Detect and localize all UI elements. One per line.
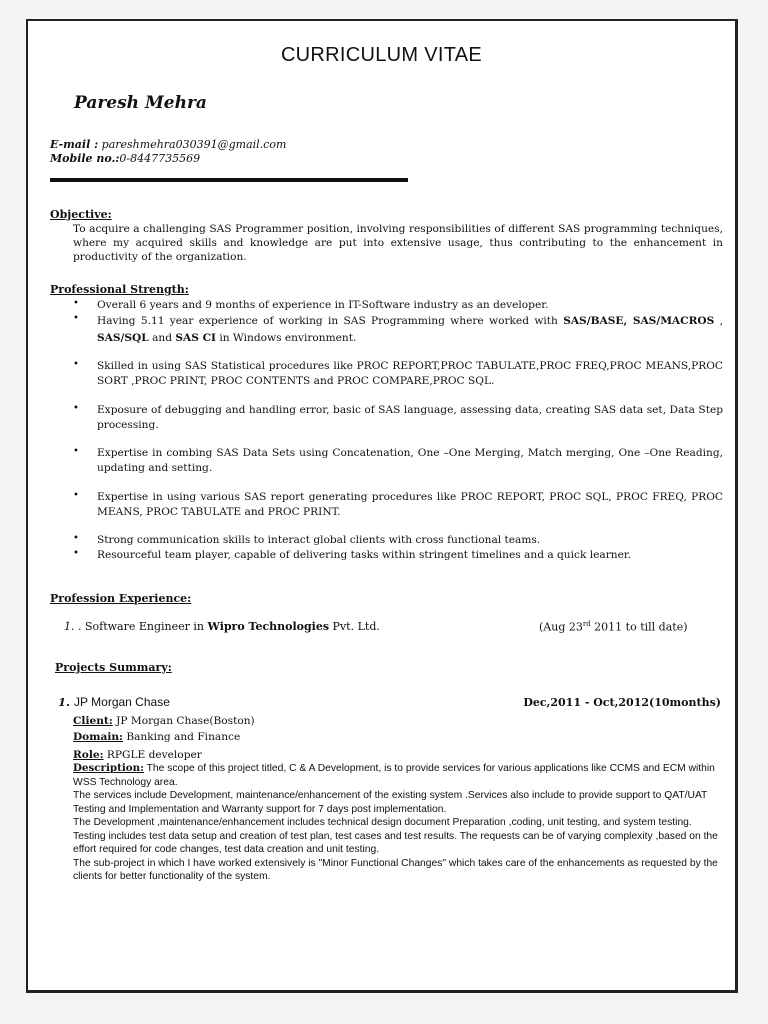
project-domain: Domain: Banking and Finance <box>73 731 241 743</box>
project-number: 1. <box>58 695 71 709</box>
project-title <box>58 695 170 709</box>
strength-bullet <box>73 548 723 563</box>
strength-bullet <box>73 298 723 313</box>
description-label: Description: <box>73 762 144 774</box>
strength-text: Overall 6 years and 9 months of experience in IT-Software industry as an developer. <box>97 299 549 311</box>
bullet-icon: • <box>73 403 79 414</box>
strength-text: Expertise in combing SAS Data Sets using Concatenation, One –One Merging, Match merging, One –One Reading, updating and setting. <box>97 447 723 474</box>
projects-heading: Projects Summary: <box>55 661 172 674</box>
resume-page <box>26 19 738 993</box>
project-period: Dec,2011 - Oct,2012(10months) <box>523 696 721 709</box>
strength-bullet <box>73 313 723 347</box>
bullet-icon: • <box>73 298 79 309</box>
candidate-name: Paresh Mehra <box>74 93 207 113</box>
document-title: CURRICULUM VITAE <box>280 44 483 66</box>
objective-heading: Objective: <box>50 208 112 221</box>
strength-bullet <box>73 533 723 548</box>
project-client: Client: JP Morgan Chase(Boston) <box>73 715 255 727</box>
strength-bullet <box>73 359 723 389</box>
bullet-icon: • <box>73 548 79 559</box>
mobile-number: 0-8447735569 <box>119 152 201 165</box>
project-role: Role: RPGLE developer <box>73 749 202 761</box>
strength-bullet <box>73 490 723 520</box>
strength-bullet <box>73 403 723 433</box>
project-description: Description: The scope of this project titled, C & A Development, is to provide services for various applications like CCMS and ECM within WSS Technology area. The services include Development, maintenance/enhancement of the existing system .Services also include to provide support to QAT/UAT Testing and Implementation and Warranty support for 7 days post implementation. The Development ,maintenance/enhancement includes technical design document Preparation ,coding, unit testing, and system testing. Testing includes test data setup and creation of test plan, test cases and test results. The requests can be of varying complexity ,based on the effort required for code changes, test data creation and unit testing. The sub-project in which I have worked extensively is "Minor Functional Changes" which takes care of the enhancements as requested by the clients for better functionality of the system. <box>73 762 718 882</box>
email-address: pareshmehra030391@gmail.com <box>101 138 287 151</box>
bullet-icon: • <box>73 533 79 544</box>
objective-text: To acquire a challenging SAS Programmer position, involving responsibilities of different SAS programming techniques, where my acquired skills and knowledge are put into extensive usage, thus contributing to the enhancement in productivity of the organization. <box>73 223 723 263</box>
role-label: Role: <box>73 749 104 761</box>
strength-text: Strong communication skills to interact global clients with cross functional teams. <box>97 534 541 546</box>
strength-text: Having 5.11 year experience of working in SAS Programming where worked with SAS/BASE, SAS/MACROS , SAS/SQL and SAS CI in Windows environment. <box>97 315 723 344</box>
strength-bullet <box>73 446 723 476</box>
strength-heading: Professional Strength: <box>50 283 189 296</box>
experience-number: 1. . <box>64 620 82 633</box>
experience-heading: Profession Experience: <box>50 592 192 605</box>
bullet-icon: • <box>73 359 79 370</box>
strength-text: Expertise in using various SAS report generating procedures like PROC REPORT, PROC SQL, PROC FREQ, PROC MEANS, PROC TABULATE and PROC PRINT. <box>97 491 723 518</box>
client-label: Client: <box>73 715 113 727</box>
strength-text: Resourceful team player, capable of delivering tasks within stringent timelines and a quick learner. <box>97 549 632 561</box>
bullet-icon: • <box>73 490 79 501</box>
experience-period: (Aug 23rd 2011 to till date) <box>539 620 688 634</box>
mobile-line <box>50 152 200 165</box>
email-line <box>50 138 286 151</box>
domain-label: Domain: <box>73 731 123 743</box>
company-name: Wipro Technologies <box>207 620 330 633</box>
mobile-label: Mobile no.: <box>50 152 120 165</box>
experience-entry: 1. . Software Engineer in Wipro Technologies Pvt. Ltd. <box>64 620 380 633</box>
email-label: E-mail : <box>50 138 99 151</box>
strength-text: Exposure of debugging and handling error, basic of SAS language, assessing data, creating SAS data set, Data Step processing. <box>97 404 723 431</box>
header-divider <box>50 178 408 182</box>
bullet-icon: • <box>73 313 79 324</box>
bullet-icon: • <box>73 446 79 457</box>
strength-text: Skilled in using SAS Statistical procedures like PROC REPORT,PROC TABULATE,PROC FREQ,PROC MEANS,PROC SORT ,PROC PRINT, PROC CONTENTS and PROC COMPARE,PROC SQL. <box>97 360 723 387</box>
project-name: JP Morgan Chase <box>74 695 170 709</box>
